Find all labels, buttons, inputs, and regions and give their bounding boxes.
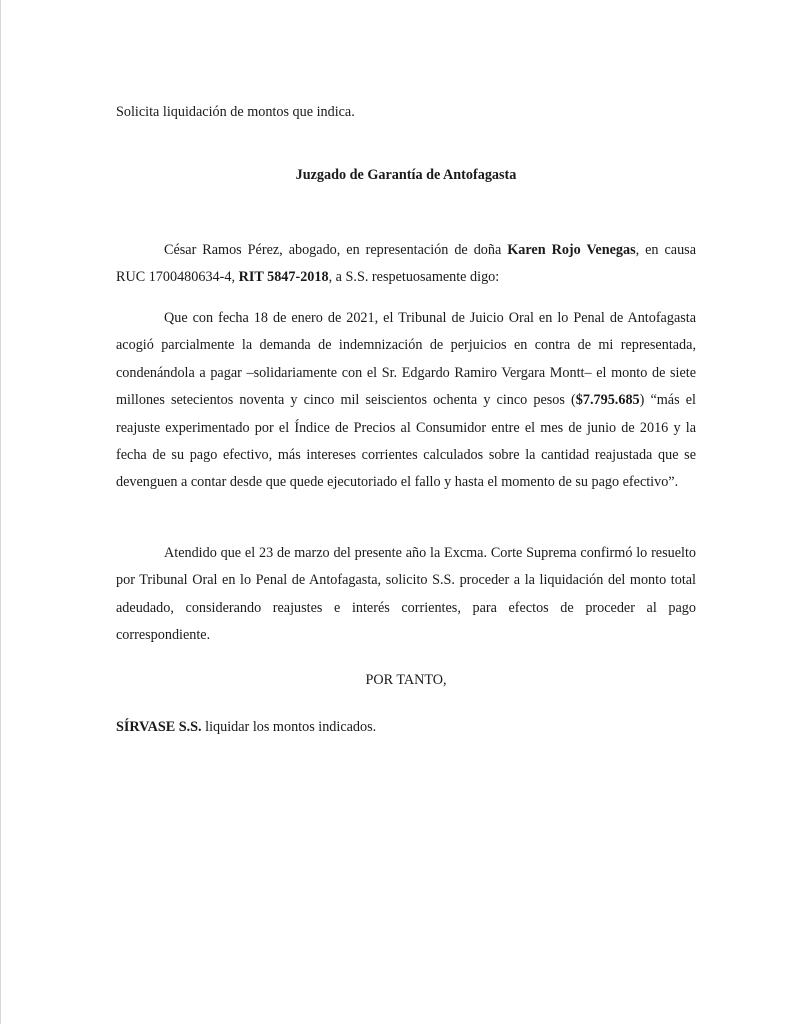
paragraph-appearance-lead: César Ramos Pérez, abogado, en representación de doña	[164, 242, 508, 258]
judgment-amount: $7.795.685	[575, 392, 640, 409]
court-title: Juzgado de Garantía de Antofagasta	[295, 167, 517, 183]
closing-petition-text: liquidar los montos indicados.	[201, 719, 377, 735]
case-ruc: , en causa RUC 1700480634-4,	[116, 242, 696, 286]
client-name: Karen Rojo Venegas	[507, 242, 636, 258]
paragraph-appearance-tail: , a S.S. respetuosamente digo:	[328, 269, 500, 286]
case-rit: RIT 5847-2018	[238, 269, 329, 286]
paragraph-request: Atendido que el 23 de marzo del presente año la Excma. Corte Suprema confirmó lo resuelto por Tribunal Oral en lo Penal de Antofagasta, solicito S.S. proceder a la liquidación del monto total adeudado, considerando reajustes e interés corrientes, para efectos de proceder al pago correspondiente.	[116, 545, 696, 644]
paragraph-judgment-tail: ) “más el reajuste experimentado por el Índice de Precios al Consumidor entre el mes de junio de 2016 y la fecha de su pago efectivo, más intereses corrientes calculados sobre la cantidad reajustada que se devenguen a contar desde que quede ejecutoriado el fallo y hasta el momento de su pago efectivo”.	[116, 392, 696, 491]
closing-petition	[116, 719, 376, 736]
paragraph-appearance	[116, 237, 696, 292]
por-tanto-heading: POR TANTO,	[365, 672, 447, 688]
paragraph-judgment	[116, 305, 696, 497]
document-subject: Solicita liquidación de montos que indica.	[116, 104, 355, 120]
paragraph-judgment-lead: Que con fecha 18 de enero de 2021, el Tribunal de Juicio Oral en lo Penal de Antofagasta acogió parcialmente la demanda de indemnización de perjuicios en contra de mi representada, condenándola a pagar –solidariamente con el Sr. Edgardo Ramiro Vergara Montt– el monto de siete millones setecientos noventa y cinco mil seiscientos ochenta y cinco pesos (	[116, 310, 696, 409]
closing-petition-bold: SÍRVASE S.S.	[116, 719, 202, 735]
